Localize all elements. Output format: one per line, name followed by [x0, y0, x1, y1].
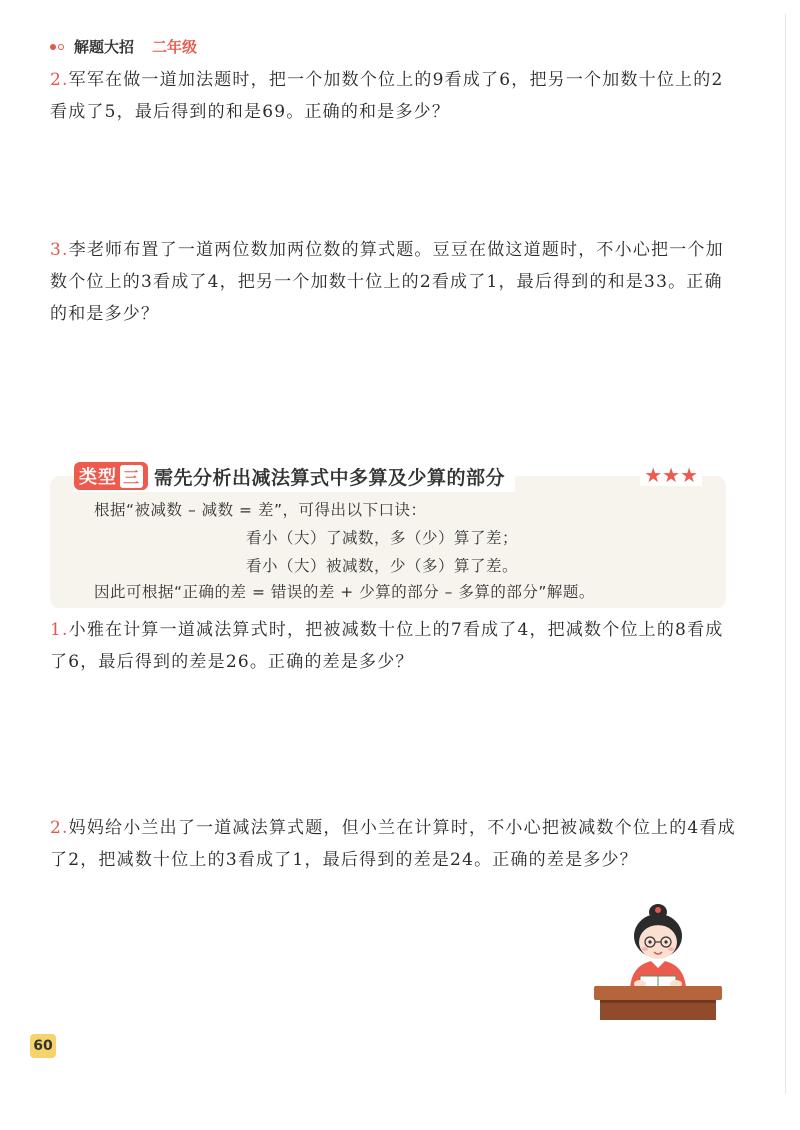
question-number: 2. — [50, 70, 69, 90]
type-badge — [74, 462, 148, 490]
tip-line-3: 看小（大）被减数，少（多）算了差。 — [246, 557, 519, 575]
type-section — [50, 460, 726, 608]
difficulty-stars-icon — [640, 464, 702, 486]
girl-studying-illustration — [588, 896, 728, 1026]
page-header — [50, 36, 197, 57]
type-title: 需先分析出减法算式中多算及少算的部分 — [154, 466, 506, 489]
header-dots-icon — [50, 44, 64, 50]
question-text: 小雅在计算一道减法算式时，把被减数十位上的7看成了4，把减数个位上的8看成了6，最后得到的差是26。正确的差是多少？ — [50, 620, 724, 672]
book-title: 解题大招 — [74, 38, 135, 56]
question-text: 李老师布置了一道两位数加两位数的算式题。豆豆在做这道题时，不小心把一个加数个位上的3看成了4，把另一个加数十位上的2看成了1，最后得到的和是33。正确的和是多少？ — [50, 240, 724, 324]
question-bottom-1 — [50, 614, 740, 678]
page-edge — [785, 14, 786, 1094]
tip-line-2: 看小（大）了减数，多（少）算了差； — [246, 529, 519, 547]
question-top-2 — [50, 64, 740, 128]
question-text: 妈妈给小兰出了一道减法算式题，但小兰在计算时，不小心把被减数个位上的4看成了2，把减数十位上的3看成了1，最后得到的差是24。正确的差是多少？ — [50, 818, 736, 870]
question-number: 2. — [50, 818, 69, 838]
grade-label: 二年级 — [152, 38, 198, 56]
question-text: 军军在做一道加法题时，把一个加数个位上的9看成了6，把另一个加数十位上的2看成了5，最后得到的和是69。正确的和是多少？ — [50, 70, 724, 122]
question-bottom-2 — [50, 812, 740, 876]
star-rating: ★★★ — [644, 463, 698, 487]
type-heading — [74, 460, 515, 492]
question-number: 3. — [50, 240, 69, 260]
page-number: 60 — [30, 1034, 56, 1058]
question-number: 1. — [50, 620, 69, 640]
type-badge-label: 类型 — [79, 467, 117, 488]
question-top-3 — [50, 234, 740, 330]
tip-line-1: 根据“被减数 – 减数 = 差”，可得出以下口诀： — [94, 501, 427, 519]
tip-line-4: 因此可根据“正确的差 = 错误的差 + 少算的部分 – 多算的部分”解题。 — [94, 583, 595, 601]
type-badge-number: 三 — [120, 465, 143, 488]
